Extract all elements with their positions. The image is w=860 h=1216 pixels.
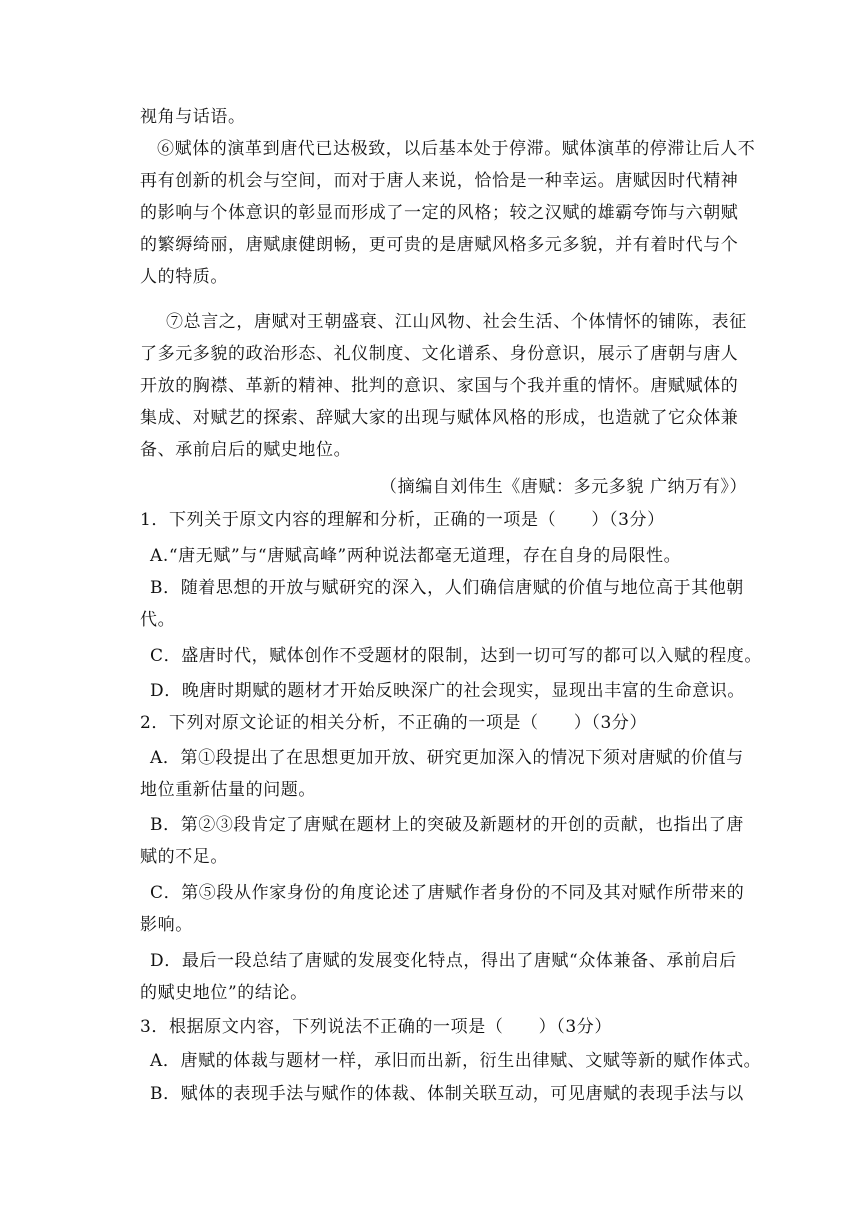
paragraph-6-line: 的繁缛绮丽，唐赋康健朗畅，更可贵的是唐赋风格多元多貌，并有着时代与个: [140, 235, 739, 255]
paragraph-6-line: 的影响与个体意识的彰显而形成了一定的风格；较之汉赋的雄霸夸饰与六朝赋: [140, 203, 739, 223]
text-line: 视角与话语。: [140, 107, 246, 127]
paragraph-6-line: 再有创新的机会与空间，而对于唐人来说，恰恰是一种幸运。唐赋因时代精神: [140, 171, 739, 191]
question-3: 3．根据原文内容，下列说法不正确的一项是（ ）（3分）: [140, 1017, 612, 1037]
option-1c: C．盛唐时代，赋体创作不受题材的限制，达到一切可写的都可以入赋的程度。: [150, 646, 763, 666]
option-1d: D．晚唐时期赋的题材才开始反映深广的社会现实，显现出丰富的生命意识。: [150, 681, 746, 701]
option-2b: B．第②③段肯定了唐赋在题材上的突破及新题材的开创的贡献，也指出了唐: [150, 815, 744, 835]
paragraph-7-line: 了多元多貌的政治形态、礼仪制度、文化谱系、身份意识，展示了唐朝与唐人: [140, 344, 739, 364]
option-1b-cont: 代。: [140, 610, 176, 630]
question-1: 1．下列关于原文内容的理解和分析，正确的一项是（ ）（3分）: [140, 510, 665, 530]
paragraph-7-line: 开放的胸襟、革新的精神、批判的意识、家国与个我并重的情怀。唐赋赋体的: [140, 376, 739, 396]
question-2: 2．下列对原文论证的相关分析，不正确的一项是（ ）（3分）: [140, 713, 648, 733]
paragraph-7-line: ⑦总言之，唐赋对王朝盛衰、江山风物、社会生活、个体情怀的铺陈，表征: [166, 312, 747, 332]
option-2d-cont: 的赋史地位”的结论。: [140, 983, 308, 1003]
option-3b: B．赋体的表现手法与赋作的体裁、体制关联互动，可见唐赋的表现手法与以: [150, 1084, 744, 1104]
option-1b: B．随着思想的开放与赋研究的深入，人们确信唐赋的价值与地位高于其他朝: [150, 578, 744, 598]
option-2b-cont: 赋的不足。: [140, 847, 228, 867]
option-3a: A．唐赋的体裁与题材一样，承旧而出新，衍生出律赋、文赋等新的赋作体式。: [150, 1051, 762, 1071]
option-2c: C．第⑤段从作家身份的角度论述了唐赋作者身份的不同及其对赋作所带来的: [150, 883, 745, 903]
paragraph-7-line: 集成、对赋艺的探索、辞赋大家的出现与赋体风格的形成，也造就了它众体兼: [140, 408, 739, 428]
option-2a-cont: 地位重新估量的问题。: [140, 780, 316, 800]
option-2d: D．最后一段总结了唐赋的发展变化特点，得出了唐赋“众体兼备、承前启后: [150, 951, 737, 971]
option-2a: A．第①段提出了在思想更加开放、研究更加深入的情况下须对唐赋的价值与: [150, 748, 744, 768]
paragraph-6-line: ⑥赋体的演革到唐代已达极致，以后基本处于停滞。赋体演革的停滞让后人不: [157, 139, 756, 159]
option-2c-cont: 影响。: [140, 915, 193, 935]
paragraph-7-line: 备、承前启后的赋史地位。: [140, 440, 352, 460]
paragraph-6-line: 人的特质。: [140, 267, 228, 287]
source-citation: （摘编自刘伟生《唐赋：多元多貌 广纳万有》）: [380, 477, 748, 497]
option-1a: A.“唐无赋”与“唐赋高峰”两种说法都毫无道理，存在自身的局限性。: [150, 546, 682, 566]
